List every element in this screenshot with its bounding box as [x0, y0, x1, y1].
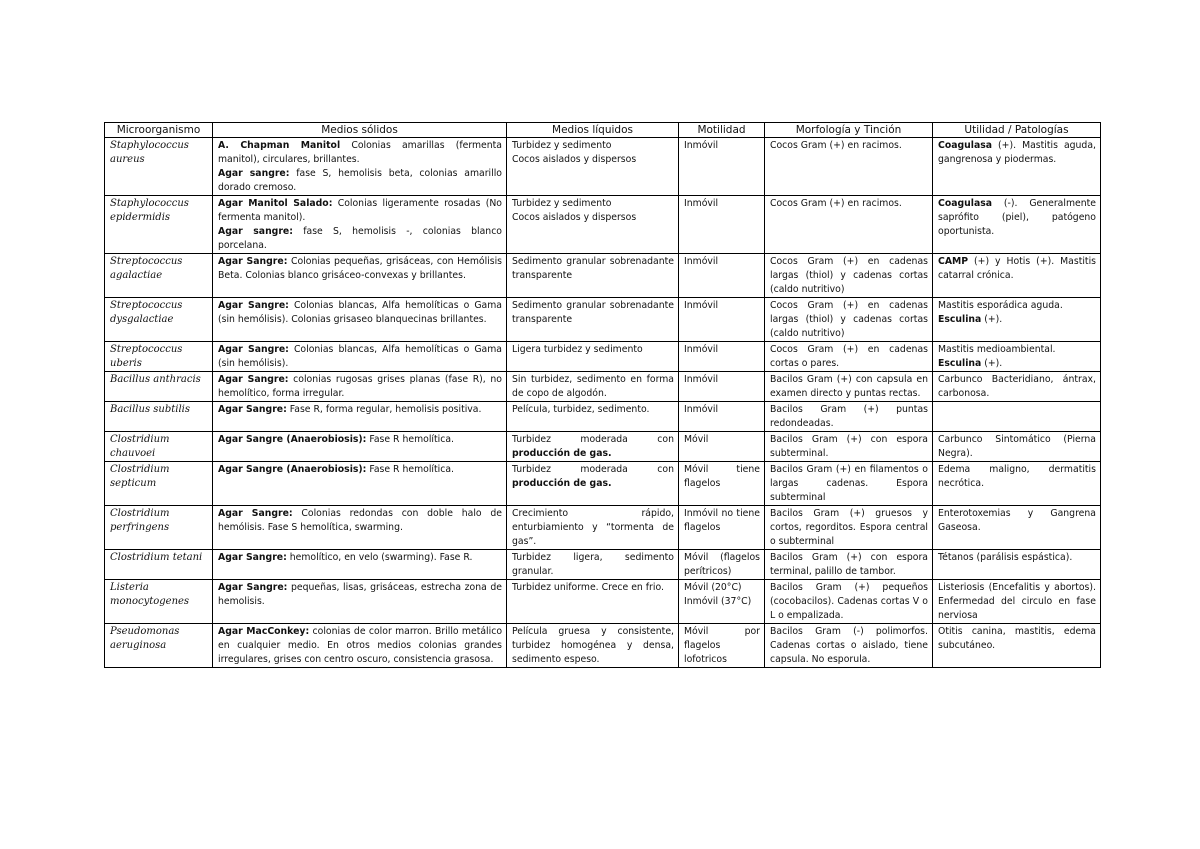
medium-description: Colonias redondas con doble halo de hemólisis. Fase S hemolítica, swarming. [218, 508, 502, 533]
utility-cell [933, 462, 1101, 506]
table-row [105, 342, 1101, 372]
header-microorganismo: Microorganismo [105, 123, 213, 138]
morphology-cell: Bacilos Gram (+) con capsula en examen directo y puntas rectas. [765, 372, 933, 402]
medium-description: fase S, hemolisis -, colonias blanco porcelana. [218, 226, 502, 251]
morphology-cell: Cocos Gram (+) en cadenas cortas o pares. [765, 342, 933, 372]
medium-description: colonias de color marron. Brillo metálico en cualquier medio. En otros medios colonias grandes irregulares, grises con centro oscuro, consistencia grasosa. [218, 626, 503, 665]
utility-cell [933, 550, 1101, 580]
header-morfologia: Morfología y Tinción [765, 123, 933, 138]
liquid-media-cell [507, 432, 679, 462]
medium-name: Agar Sangre: [218, 344, 289, 355]
utility-cell [933, 298, 1101, 342]
motility-text: Inmóvil [684, 300, 719, 311]
table-row [105, 138, 1101, 196]
utility-text: (+). Mastitis aguda, gangrenosa y piodermas. [938, 140, 1096, 165]
utility-cell [933, 624, 1101, 668]
liquid-media-cell [507, 298, 679, 342]
medium-description: Colonias pequeñas, grisáceas, con Hemólisis Beta. Colonias blanco grisáceo-convexas y brillantes. [218, 256, 503, 281]
medium-name: Agar Sangre: [218, 552, 287, 563]
table-row [105, 254, 1101, 298]
liquid-text: Turbidez moderada con [512, 464, 674, 475]
utility-cell [933, 372, 1101, 402]
solid-media-cell [213, 432, 507, 462]
solid-media-cell [213, 462, 507, 506]
utility-text: Listeriosis (Encefalitis y abortos). Enfermedad del circulo en fase nerviosa [938, 582, 1096, 621]
medium-description: pequeñas, lisas, grisáceas, estrecha zona de hemolisis. [218, 582, 502, 607]
liquid-media-cell [507, 196, 679, 254]
table-row [105, 506, 1101, 550]
morphology-cell: Cocos Gram (+) en racimos. [765, 196, 933, 254]
morphology-cell: Bacilos Gram (-) polimorfos. Cadenas cortas o aislado, tiene capsula. No esporula. [765, 624, 933, 668]
motility-cell [679, 506, 765, 550]
liquid-text: Película, turbidez, sedimento. [512, 404, 650, 415]
table-header-row [105, 123, 1101, 138]
motility-text: Inmóvil (37°C) [684, 596, 752, 607]
motility-text: Móvil por flagelos lofotricos [684, 626, 760, 665]
solid-media-cell [213, 506, 507, 550]
medium-name: Agar Sangre: [218, 582, 288, 593]
motility-cell [679, 372, 765, 402]
utility-cell [933, 506, 1101, 550]
morphology-cell: Bacilos Gram (+) puntas redondeadas. [765, 402, 933, 432]
utility-text: (-). Generalmente saprófito (piel), patógeno oportunista. [938, 198, 1096, 237]
solid-media-cell [213, 402, 507, 432]
motility-cell [679, 462, 765, 506]
utility-cell [933, 196, 1101, 254]
medium-name: Agar MacConkey: [218, 626, 310, 637]
morphology-cell: Bacilos Gram (+) con espora terminal, palillo de tambor. [765, 550, 933, 580]
liquid-text-highlight: producción de gas. [512, 478, 612, 489]
organism-cell: Streptococcus agalactiae [105, 254, 213, 298]
medium-description: colonias rugosas grises planas (fase R), no hemolítico, forma irregular. [218, 374, 502, 399]
liquid-media-cell [507, 580, 679, 624]
motility-cell [679, 254, 765, 298]
utility-cell [933, 432, 1101, 462]
table-row [105, 550, 1101, 580]
liquid-text: Sedimento granular sobrenadante transparente [512, 300, 674, 325]
organism-cell: Pseudomonas aeruginosa [105, 624, 213, 668]
motility-text: Inmóvil [684, 140, 719, 151]
organism-cell: Bacillus anthracis [105, 372, 213, 402]
motility-text: Inmóvil [684, 374, 719, 385]
liquid-media-cell [507, 254, 679, 298]
medium-name: Agar sangre: [218, 226, 293, 237]
medium-name: Agar Sangre: [218, 300, 289, 311]
motility-text: Inmóvil [684, 404, 719, 415]
utility-text: Carbunco Bacteridiano, ántrax, carbonosa. [938, 374, 1096, 399]
liquid-text: Turbidez uniforme. Crece en frio. [512, 582, 664, 593]
table-row [105, 298, 1101, 342]
liquid-media-cell [507, 462, 679, 506]
motility-text: Inmóvil no tiene flagelos [684, 508, 760, 533]
organism-cell: Listeria monocytogenes [105, 580, 213, 624]
header-motilidad: Motilidad [679, 123, 765, 138]
medium-name: Agar sangre: [218, 168, 290, 179]
morphology-cell: Cocos Gram (+) en racimos. [765, 138, 933, 196]
solid-media-cell [213, 624, 507, 668]
header-medios-solidos: Medios sólidos [213, 123, 507, 138]
liquid-text: Sedimento granular sobrenadante transparente [512, 256, 674, 281]
liquid-text: Turbidez y sedimento [512, 198, 612, 209]
utility-text: Otitis canina, mastitis, edema subcutáneo. [938, 626, 1096, 651]
header-utilidad: Utilidad / Patologías [933, 123, 1101, 138]
utility-cell [933, 402, 1101, 432]
utility-text: Edema maligno, dermatitis necrótica. [938, 464, 1096, 489]
table-row [105, 624, 1101, 668]
liquid-text: Turbidez y sedimento [512, 140, 612, 151]
solid-media-cell [213, 138, 507, 196]
organism-cell: Staphylococcus epidermidis [105, 196, 213, 254]
motility-text: Móvil (20°C) [684, 582, 742, 593]
liquid-media-cell [507, 372, 679, 402]
motility-cell [679, 550, 765, 580]
motility-cell [679, 402, 765, 432]
liquid-text: Turbidez moderada con [512, 434, 674, 445]
liquid-media-cell [507, 550, 679, 580]
liquid-media-cell [507, 506, 679, 550]
utility-text: (+). [981, 358, 1003, 369]
liquid-media-cell [507, 402, 679, 432]
utility-cell [933, 254, 1101, 298]
morphology-cell: Cocos Gram (+) en cadenas largas (thiol) y cadenas cortas (caldo nutritivo) [765, 298, 933, 342]
utility-text: Carbunco Sintomático (Pierna Negra). [938, 434, 1096, 459]
medium-name: Agar Sangre: [218, 508, 293, 519]
motility-text: Inmóvil [684, 256, 719, 267]
solid-media-cell [213, 372, 507, 402]
liquid-text-highlight: producción de gas. [512, 448, 612, 459]
solid-media-cell [213, 342, 507, 372]
morphology-cell: Cocos Gram (+) en cadenas largas (thiol) y cadenas cortas (caldo nutritivo) [765, 254, 933, 298]
solid-media-cell [213, 298, 507, 342]
utility-text: Enterotoxemias y Gangrena Gaseosa. [938, 508, 1096, 533]
medium-description: Colonias blancas, Alfa hemolíticas o Gama (sin hemólisis). Colonias grisaseo blanquecinas brillantes. [218, 300, 502, 325]
morphology-cell: Bacilos Gram (+) pequeños (cocobacilos). Cadenas cortas V o L o empalizada. [765, 580, 933, 624]
medium-description: Colonias amarillas (fermenta manitol), circulares, brillantes. [218, 140, 503, 165]
utility-cell [933, 580, 1101, 624]
organism-cell: Streptococcus uberis [105, 342, 213, 372]
motility-text: Inmóvil [684, 344, 719, 355]
liquid-text: Cocos aislados y dispersos [512, 154, 637, 165]
liquid-text: Película gruesa y consistente, turbidez homogénea y densa, sedimento espeso. [512, 626, 674, 665]
table-row [105, 432, 1101, 462]
liquid-media-cell [507, 624, 679, 668]
motility-cell [679, 196, 765, 254]
table-row [105, 196, 1101, 254]
organism-cell: Clostridium septicum [105, 462, 213, 506]
table-row [105, 462, 1101, 506]
header-medios-liquidos: Medios líquidos [507, 123, 679, 138]
liquid-media-cell [507, 342, 679, 372]
utility-test: CAMP [938, 256, 969, 267]
solid-media-cell [213, 550, 507, 580]
medium-description: fase S, hemolisis beta, colonias amarillo dorado cremoso. [218, 168, 502, 193]
utility-test: Coagulasa [938, 198, 993, 209]
liquid-text: Sin turbidez, sedimento en forma de copo de algodón. [512, 374, 674, 399]
liquid-text: Ligera turbidez y sedimento [512, 344, 643, 355]
medium-name: Agar Sangre: [218, 404, 287, 415]
utility-cell [933, 342, 1101, 372]
medium-name: Agar Manitol Salado: [218, 198, 333, 209]
organism-cell: Streptococcus dysgalactiae [105, 298, 213, 342]
organism-cell: Bacillus subtilis [105, 402, 213, 432]
motility-cell [679, 138, 765, 196]
motility-cell [679, 298, 765, 342]
utility-cell [933, 138, 1101, 196]
organism-cell: Clostridium perfringens [105, 506, 213, 550]
medium-description: Colonias ligeramente rosadas (No fermenta manitol). [218, 198, 502, 223]
morphology-cell: Bacilos Gram (+) gruesos y cortos, regorditos. Espora central o subterminal [765, 506, 933, 550]
liquid-text: Turbidez ligera, sedimento granular. [512, 552, 674, 577]
utility-text: Mastitis medioambiental. [938, 344, 1056, 355]
medium-name: A. Chapman Manitol [218, 140, 341, 151]
organism-cell: Clostridium tetani [105, 550, 213, 580]
morphology-cell: Bacilos Gram (+) con espora subterminal. [765, 432, 933, 462]
motility-cell [679, 342, 765, 372]
organism-cell: Staphylococcus aureus [105, 138, 213, 196]
motility-text: Inmóvil [684, 198, 719, 209]
table-row [105, 580, 1101, 624]
liquid-text: Cocos aislados y dispersos [512, 212, 637, 223]
liquid-text: Crecimiento rápido, enturbiamiento y “tormenta de gas”. [512, 508, 674, 547]
motility-cell [679, 580, 765, 624]
utility-test: Coagulasa [938, 140, 993, 151]
table-row [105, 372, 1101, 402]
medium-name: Agar Sangre: [218, 256, 288, 267]
motility-text: Móvil tiene flagelos [684, 464, 760, 489]
utility-text: Mastitis esporádica aguda. [938, 300, 1063, 311]
utility-text: (+) y Hotis (+). Mastitis catarral crónica. [938, 256, 1096, 281]
utility-text: Tétanos (parálisis espástica). [938, 552, 1073, 563]
table-row [105, 402, 1101, 432]
motility-cell [679, 432, 765, 462]
motility-text: Móvil [684, 434, 709, 445]
morphology-cell: Bacilos Gram (+) en filamentos o largas cadenas. Espora subterminal [765, 462, 933, 506]
solid-media-cell [213, 580, 507, 624]
medium-name: Agar Sangre: [218, 374, 289, 385]
utility-test: Esculina [938, 358, 982, 369]
liquid-media-cell [507, 138, 679, 196]
utility-test: Esculina [938, 314, 982, 325]
medium-description: Fase R hemolítica. [366, 464, 454, 475]
medium-description: Fase R, forma regular, hemolisis positiva. [286, 404, 482, 415]
organism-cell: Clostridium chauvoei [105, 432, 213, 462]
medium-description: Fase R hemolítica. [366, 434, 454, 445]
microorganism-table [104, 122, 1101, 668]
medium-description: hemolítico, en velo (swarming). Fase R. [286, 552, 473, 563]
medium-description: Colonias blancas, Alfa hemolíticas o Gama (sin hemólisis). [218, 344, 502, 369]
solid-media-cell [213, 196, 507, 254]
motility-text: Móvil (flagelos perítricos) [684, 552, 760, 577]
medium-name: Agar Sangre (Anaerobiosis): [218, 434, 367, 445]
motility-cell [679, 624, 765, 668]
utility-text: (+). [981, 314, 1003, 325]
solid-media-cell [213, 254, 507, 298]
medium-name: Agar Sangre (Anaerobiosis): [218, 464, 367, 475]
